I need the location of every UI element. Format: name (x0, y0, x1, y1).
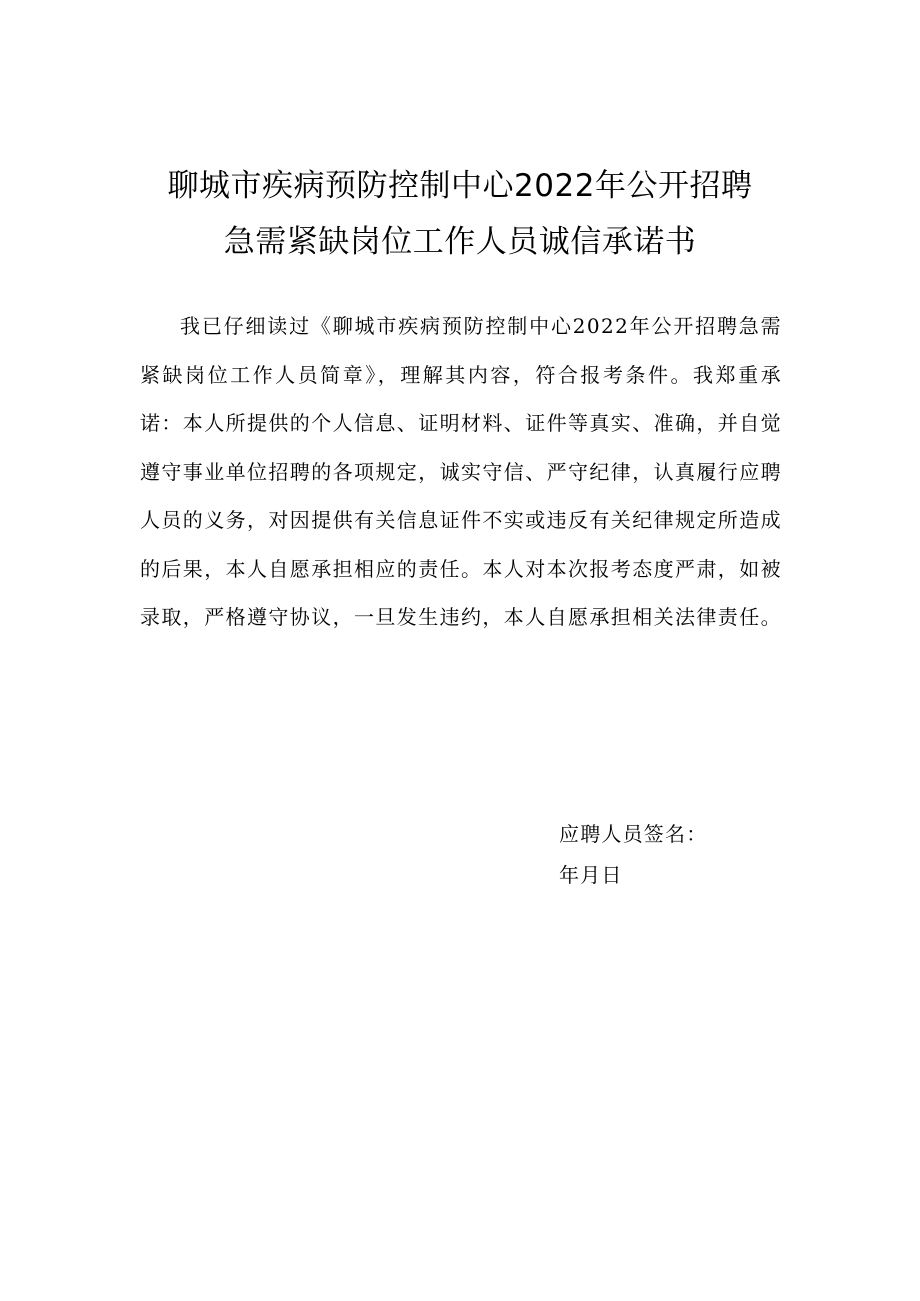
date-label: 年月日 (559, 863, 623, 887)
document-title-line-2: 急需紧缺岗位工作人员诚信承诺书 (223, 224, 697, 260)
signature-label: 应聘人员签名： (559, 822, 708, 846)
commitment-paragraph: 我已仔细读过《聊城市疾病预防控制中心2022年公开招聘急需紧缺岗位工作人员简章》，理解其内容，符合报考条件。我郑重承诺：本人所提供的个人信息、证明材料、证件等真实、准确，并自觉遵守事业单位招聘的各项规定，诚实守信、严守纪律，认真履行应聘人员的义务，对因提供有关信息证件不实或违反有关纪律规定所造成的后果，本人自愿承担相应的责任。本人对本次报考态度严肃，如被录取，严格遵守协议，一旦发生违约，本人自愿承担相关法律责任。 (140, 314, 782, 629)
document-title-line-1: 聊城市疾病预防控制中心2022年公开招聘 (167, 168, 753, 204)
